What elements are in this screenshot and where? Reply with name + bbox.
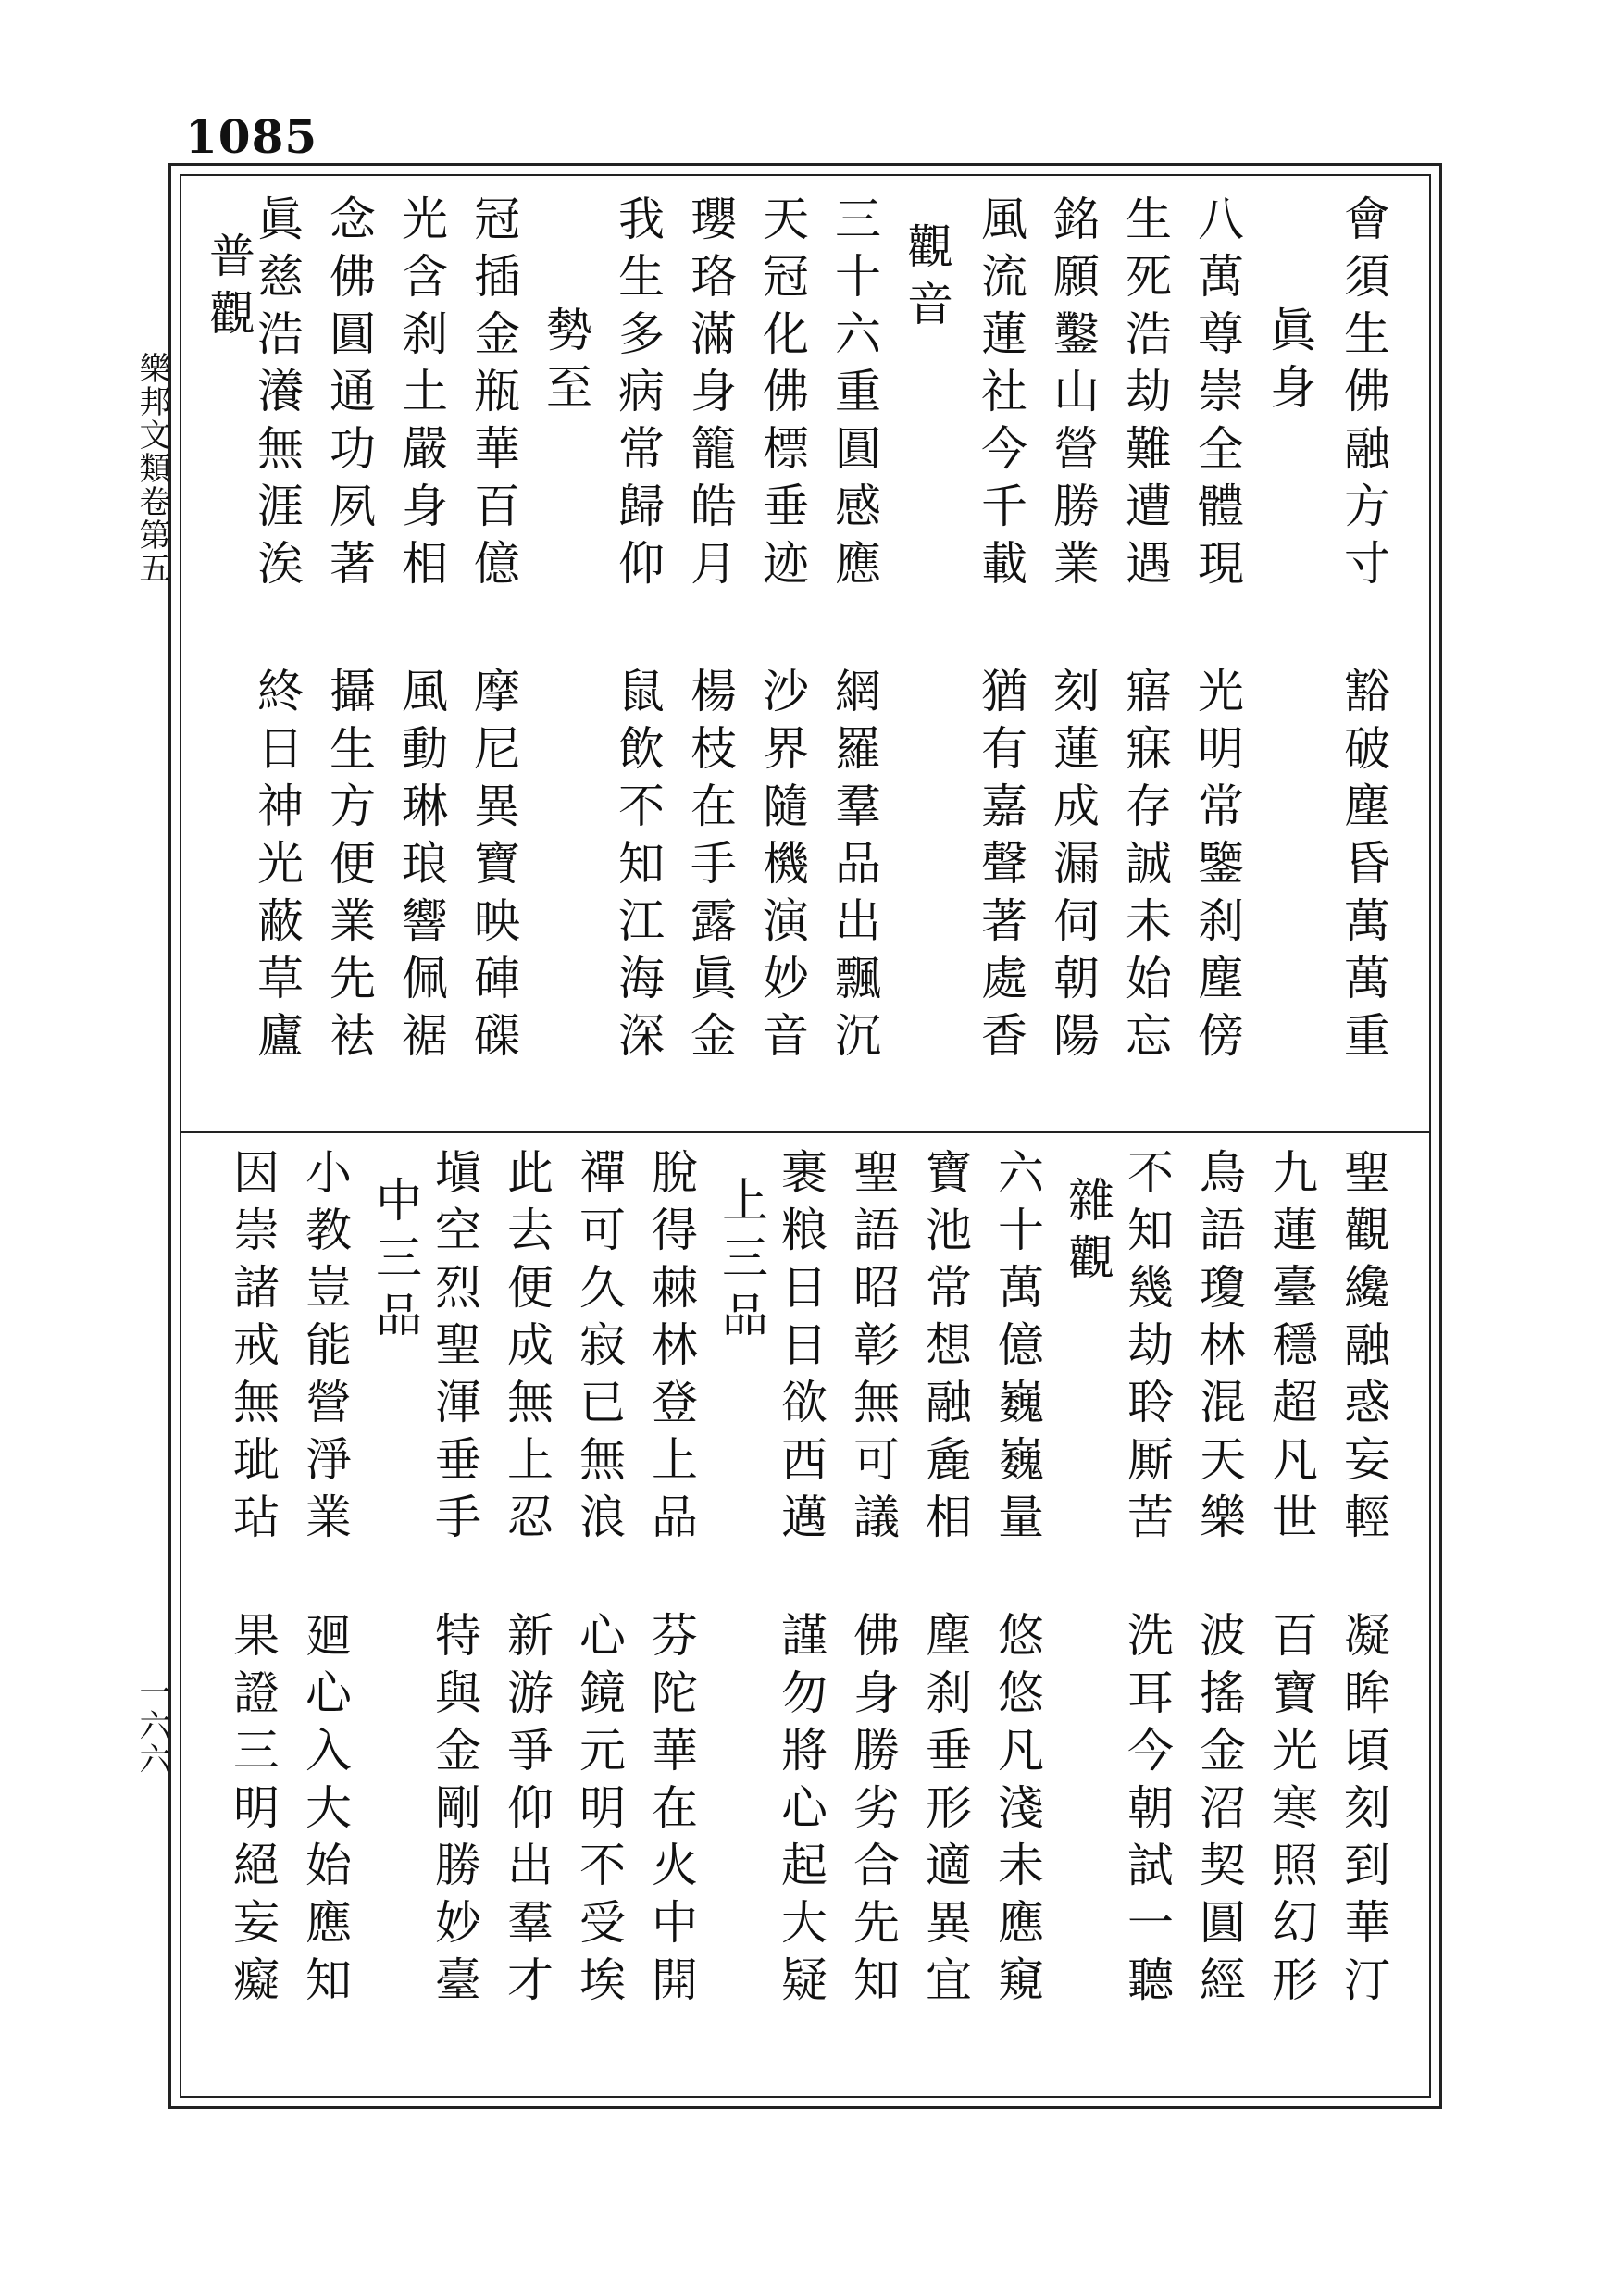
upper-col-3b: 光明常鑒刹塵傍 <box>1190 667 1244 1068</box>
upper-col-13a: 冠插金瓶華百億 <box>467 194 520 596</box>
upper-col-15b: 攝生方便業先袪 <box>322 667 376 1068</box>
upper-col-5a: 銘願鑿山營勝業 <box>1046 194 1100 596</box>
lower-col-16a: 小教豈能營淨業 <box>298 1148 352 1550</box>
lower-col-16b: 廻心入大始應知 <box>298 1611 352 2013</box>
lower-col-14b: 特與金剛勝妙臺 <box>428 1611 481 2013</box>
upper-col-11a: 我生多病常歸仰 <box>611 194 665 596</box>
upper-col-6a: 風流蓮社今千載 <box>974 194 1027 596</box>
lower-col-13b: 新游爭仰出羣才 <box>500 1611 554 2013</box>
upper-col-10a: 瓔珞滿身籠皓月 <box>683 194 737 596</box>
lower-heading-3: 中三品 <box>368 1176 422 1348</box>
lower-col-2b: 百寶光寒照幻形 <box>1264 1611 1318 2013</box>
lower-col-2a: 九蓮臺穩超凡世 <box>1264 1148 1318 1550</box>
upper-col-4b: 寤寐存誠未始忘 <box>1118 667 1172 1068</box>
lower-col-11b: 芬陀華在火中開 <box>644 1611 698 2013</box>
upper-col-14a: 光含刹土嚴身相 <box>394 194 448 596</box>
upper-heading-2: 觀音 <box>900 222 953 337</box>
upper-col-5b: 刻蓮成漏伺朝陽 <box>1046 667 1100 1068</box>
upper-col-4a: 生死浩劫難遭遇 <box>1118 194 1172 596</box>
upper-heading-1: 眞身 <box>1263 306 1316 420</box>
upper-col-9a: 天冠化佛標垂迹 <box>755 194 809 596</box>
upper-col-16b: 終日神光蔽草廬 <box>250 667 304 1068</box>
upper-col-1a: 會須生佛融方寸 <box>1337 194 1390 596</box>
lower-col-6b: 悠悠凡淺未應窺 <box>990 1611 1044 2013</box>
upper-col-8a: 三十六重圓感應 <box>828 194 881 596</box>
lower-col-13a: 此去便成無上忍 <box>500 1148 554 1550</box>
page-number: 1085 <box>185 109 318 164</box>
upper-col-14b: 風動琳琅響佩裾 <box>394 667 448 1068</box>
upper-col-10b: 楊枝在手露眞金 <box>683 667 737 1068</box>
lower-col-8a: 聖語昭彰無可議 <box>846 1148 900 1550</box>
upper-col-3a: 八萬尊崇全體現 <box>1190 194 1244 596</box>
side-page-number: 一六六 <box>133 1676 170 1776</box>
lower-col-14a: 塡空烈聖渾垂手 <box>428 1148 481 1550</box>
upper-col-1b: 豁破塵昏萬萬重 <box>1337 667 1390 1068</box>
lower-col-12b: 心鏡元明不受埃 <box>572 1611 626 2013</box>
upper-col-8b: 網羅羣品出飄沉 <box>828 667 881 1068</box>
lower-heading-2: 上三品 <box>715 1176 768 1348</box>
lower-col-7b: 塵刹垂形適異宜 <box>918 1611 972 2013</box>
upper-heading-3: 勢至 <box>539 306 592 420</box>
upper-col-16a: 眞慈浩瀁無涯涘 <box>250 194 304 596</box>
lower-col-8b: 佛身勝劣合先知 <box>846 1611 900 2013</box>
lower-col-9b: 謹勿將心起大疑 <box>774 1611 828 2013</box>
lower-col-17b: 果證三明絕妄癡 <box>226 1611 280 2013</box>
upper-col-15a: 念佛圓通功夙著 <box>322 194 376 596</box>
lower-col-9a: 裹粮日日欲西邁 <box>774 1148 828 1550</box>
upper-col-6b: 猶有嘉聲著處香 <box>974 667 1027 1068</box>
upper-col-11b: 鼠飲不知江海深 <box>611 667 665 1068</box>
lower-col-4b: 洗耳今朝試一聽 <box>1120 1611 1174 2013</box>
upper-col-9b: 沙界隨機演妙音 <box>755 667 809 1068</box>
lower-col-6a: 六十萬億巍巍量 <box>990 1148 1044 1550</box>
lower-col-11a: 脫得棘林登上品 <box>644 1148 698 1550</box>
lower-heading-1: 雜觀 <box>1061 1176 1114 1291</box>
side-title: 樂邦文類卷第五 <box>133 352 170 585</box>
lower-col-17a: 因崇諸戒無玼玷 <box>226 1148 280 1550</box>
lower-col-3b: 波搖金沼契圓經 <box>1192 1611 1246 2013</box>
upper-heading-4: 普觀 <box>202 231 255 346</box>
section-divider <box>181 1131 1429 1133</box>
lower-col-7a: 寶池常想融麁相 <box>918 1148 972 1550</box>
lower-col-1b: 凝眸頃刻到華汀 <box>1337 1611 1390 2013</box>
lower-col-4a: 不知幾劫聆厮苦 <box>1120 1148 1174 1550</box>
upper-col-13b: 摩尼異寶映硨磲 <box>467 667 520 1068</box>
lower-col-1a: 聖觀纔融惑妄輕 <box>1337 1148 1390 1550</box>
lower-col-3a: 鳥語瓊林混天樂 <box>1192 1148 1246 1550</box>
lower-col-12a: 禪可久寂已無浪 <box>572 1148 626 1550</box>
